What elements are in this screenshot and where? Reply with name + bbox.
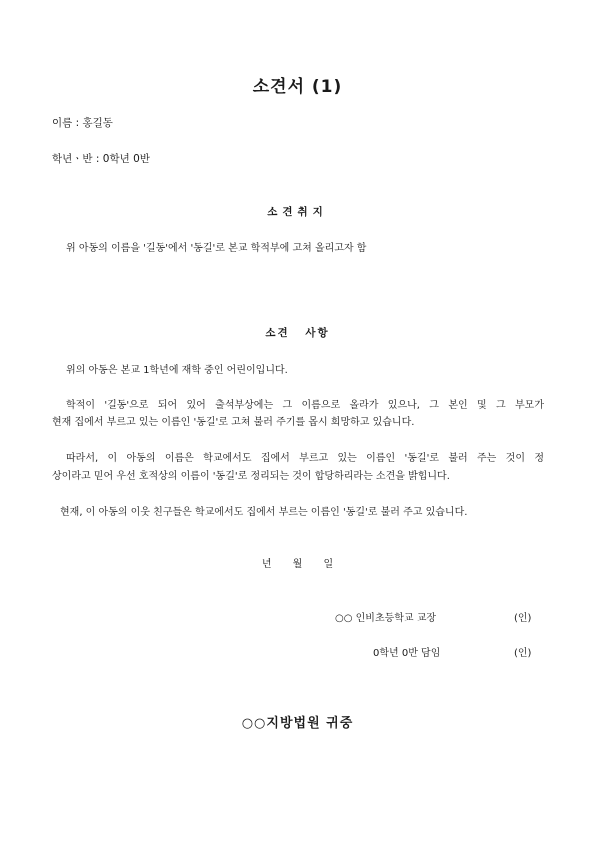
details-heading: 소견 사항 xyxy=(265,327,330,339)
teacher-signature-label: 0학년 0반 담임 xyxy=(373,648,441,659)
date-line: 년 월 일 xyxy=(261,559,334,570)
purpose-text: 위 아동의 이름을 '길동'에서 '동길'로 본교 학적부에 고쳐 올리고자 함 xyxy=(66,243,367,254)
student-name-field: 이름 : 홍길동 xyxy=(52,117,113,129)
teacher-seal-mark: (인) xyxy=(514,648,532,659)
details-paragraph-2-line-2: 현재 집에서 부르고 있는 이름인 '동길'로 고쳐 불러 주기를 몹시 희망하고 있습니다. xyxy=(52,417,415,428)
student-class-field: 학년ㆍ반 : 0학년 0반 xyxy=(52,153,150,165)
details-paragraph-2-line-1: 학적이 '길동'으로 되어 있어 출석부상에는 그 이름으로 올라가 있으나, 그 본인 및 그 부모가 xyxy=(66,400,544,411)
principal-seal-mark: (인) xyxy=(514,613,532,624)
document-title: 소견서 (1) xyxy=(252,77,343,97)
details-paragraph-3-line-2: 상이라고 믿어 우선 호적상의 이름이 '동길'로 정리되는 것이 합당하리라는 소견을 밝힙니다. xyxy=(52,471,450,482)
details-paragraph-4: 현재, 이 아동의 이웃 친구들은 학교에서도 집에서 부르는 이름인 '동길'로 불러 주고 있습니다. xyxy=(60,507,468,518)
court-addressee: ○○지방법원 귀중 xyxy=(241,716,354,731)
purpose-heading: 소견취지 xyxy=(267,206,328,218)
details-paragraph-3-line-1: 따라서, 이 아동의 이름은 학교에서도 집에서 부르고 있는 이름인 '동길'로 불러 주는 것이 정 xyxy=(66,453,544,464)
details-paragraph-1: 위의 아동은 본교 1학년에 재학 중인 어린이입니다. xyxy=(66,365,288,376)
principal-signature-label: ○○ 인비초등학교 교장 xyxy=(335,613,437,624)
